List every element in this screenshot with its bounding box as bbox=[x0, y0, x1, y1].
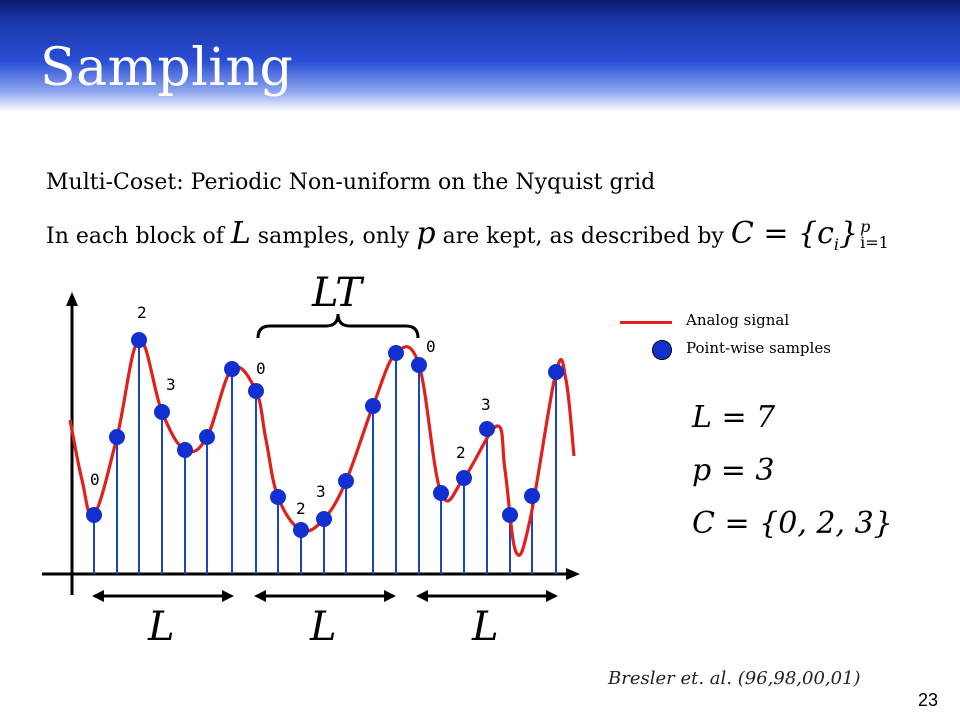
parameters bbox=[692, 400, 893, 559]
math-L: L bbox=[230, 216, 251, 251]
block-label-3: L bbox=[472, 604, 499, 650]
math-C-sub: i bbox=[833, 235, 840, 254]
desc-text-1: In each block of bbox=[46, 224, 224, 249]
sample-point bbox=[338, 473, 354, 489]
slide-title: Sampling bbox=[40, 38, 294, 98]
sample-point bbox=[224, 361, 240, 377]
index-label: 3 bbox=[481, 395, 491, 414]
sample-point-swatch bbox=[652, 340, 672, 360]
desc-text-2: samples, only bbox=[257, 224, 410, 249]
param-L: L = 7 bbox=[692, 400, 776, 435]
sample-point bbox=[524, 488, 540, 504]
sample-point bbox=[248, 383, 264, 399]
block-arrow-3 bbox=[416, 590, 558, 602]
citation: Bresler et. al. (96,98,00,01) bbox=[608, 668, 861, 689]
index-label: 0 bbox=[426, 337, 436, 356]
index-label: 2 bbox=[137, 303, 147, 322]
sample-point bbox=[433, 485, 449, 501]
sample-point bbox=[548, 364, 564, 380]
legend-analog-label: Analog signal bbox=[686, 311, 790, 329]
index-label: 2 bbox=[456, 443, 466, 462]
index-label: 0 bbox=[90, 470, 100, 489]
index-label: 3 bbox=[316, 482, 326, 501]
sample-point bbox=[316, 511, 332, 527]
page-number: 23 bbox=[918, 690, 939, 710]
analog-signal-swatch bbox=[620, 321, 672, 324]
sample-stems bbox=[94, 340, 556, 574]
math-C-close: } bbox=[839, 216, 859, 251]
math-C-sup: p bbox=[860, 217, 871, 236]
subtitle-line: Multi-Coset: Periodic Non-uniform on the Nyquist grid bbox=[46, 170, 656, 195]
index-label: 3 bbox=[166, 375, 176, 394]
block-arrow-2 bbox=[254, 590, 396, 602]
block-label-2: L bbox=[310, 604, 337, 650]
sample-point bbox=[456, 470, 472, 486]
param-p: p = 3 bbox=[692, 453, 775, 488]
desc-text-3: are kept, as described by bbox=[442, 224, 724, 249]
sample-point bbox=[293, 522, 309, 538]
sample-point bbox=[131, 332, 147, 348]
legend-samples-label: Point-wise samples bbox=[686, 339, 831, 357]
sample-points bbox=[86, 332, 564, 538]
x-axis-arrow bbox=[566, 568, 580, 580]
axes bbox=[42, 292, 580, 595]
param-C: C = {0, 2, 3} bbox=[692, 506, 893, 541]
sample-point bbox=[177, 442, 193, 458]
math-C-main: C = {c bbox=[730, 216, 834, 251]
block-arrow-1 bbox=[92, 590, 234, 602]
sample-point bbox=[154, 404, 170, 420]
sample-point bbox=[365, 398, 381, 414]
math-C-sub2: i=1 bbox=[860, 233, 889, 252]
sample-point bbox=[270, 489, 286, 505]
index-label: 2 bbox=[296, 499, 306, 518]
sample-point bbox=[109, 429, 125, 445]
index-label: 0 bbox=[256, 359, 266, 378]
sample-point bbox=[199, 429, 215, 445]
sample-point bbox=[411, 357, 427, 373]
y-axis-arrow bbox=[66, 292, 78, 306]
block-label-1: L bbox=[148, 604, 175, 650]
sample-point bbox=[479, 421, 495, 437]
sample-point bbox=[502, 507, 518, 523]
sample-point bbox=[388, 345, 404, 361]
brace-label-LT: LT bbox=[312, 270, 362, 316]
curly-brace bbox=[258, 314, 418, 338]
math-p: p bbox=[416, 216, 436, 251]
index-labels bbox=[90, 303, 491, 518]
sample-point bbox=[86, 507, 102, 523]
